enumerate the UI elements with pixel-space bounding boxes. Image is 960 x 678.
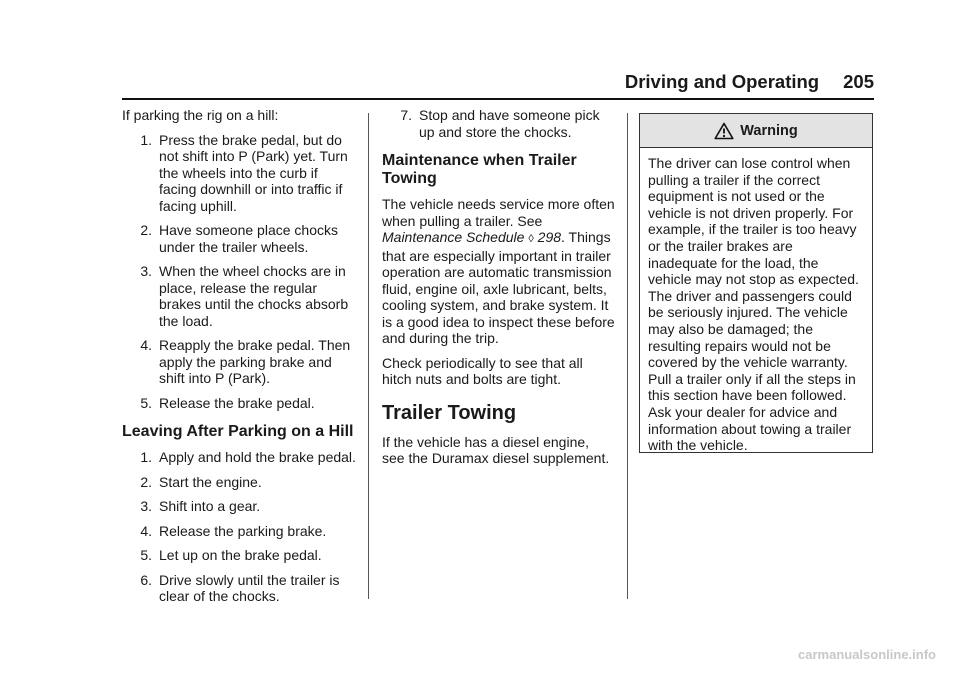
warning-header <box>640 114 872 148</box>
list-item: 5. Release the brake pedal. <box>140 394 315 411</box>
main-heading: Trailer Towing <box>382 401 517 424</box>
column-1 <box>122 107 357 613</box>
page-header <box>625 70 874 94</box>
list-item: 2. Have someone place chocks under the trailer wheels. <box>140 222 338 255</box>
list-item: 3. When the wheel chocks are in place, release the regular brakes until the chocks absorb the load. <box>140 263 349 329</box>
header-rule <box>122 98 874 100</box>
warning-box <box>639 113 873 453</box>
column-divider <box>627 113 628 599</box>
maintenance-paragraph: The vehicle needs service more often when pulling a trailer. See Maintenance Schedule ◊ 298. Things that are especially important in trailer operation are automatic transmission fluid, engine oil, axle lubricant, belts, cooling system, and brake system. It is a good idea to inspect these before and during the trip. <box>382 196 615 346</box>
page-number: 205 <box>843 71 874 92</box>
column-divider <box>368 113 369 599</box>
column-2 <box>382 107 615 475</box>
page-ref-icon: ◊ <box>528 233 534 245</box>
parking-steps <box>122 132 357 412</box>
list-item: 5. Let up on the brake pedal. <box>140 547 322 563</box>
intro-text: If parking the rig on a hill: <box>122 107 279 123</box>
list-item: 4. Reapply the brake pedal. Then apply the parking brake and shift into P (Park). <box>140 337 351 386</box>
warning-title: Warning <box>740 122 798 139</box>
diesel-paragraph: If the vehicle has a diesel engine, see the Duramax diesel supplement. <box>382 433 610 466</box>
list-item: 1. Press the brake pedal, but do not shift into P (Park) yet. Turn the wheels into the curb if facing downhill or into traffic if facing uphill. <box>140 131 348 214</box>
section-heading: Maintenance when Trailer Towing <box>382 152 577 187</box>
section-title: Driving and Operating <box>624 71 820 92</box>
warning-triangle-icon <box>714 122 734 140</box>
section-heading: Leaving After Parking on a Hill <box>122 423 354 440</box>
list-item: 7. Stop and have someone pick up and store the chocks. <box>400 107 600 140</box>
check-paragraph: Check periodically to see that all hitch nuts and bolts are tight. <box>382 354 583 387</box>
list-item: 3. Shift into a gear. <box>140 498 261 514</box>
list-item: 2. Start the engine. <box>140 473 262 490</box>
page-ref-number[interactable]: 298 <box>537 229 562 245</box>
leaving-steps <box>122 449 357 605</box>
warning-text: The driver can lose control when pulling a trailer if the correct equipment is not used or the vehicle is not driven properly. For example, if the trailer is too heavy or the trailer brakes are inadequate for the load, the vehicle may not stop as expected. The driver and passengers could be seriously injured. The vehicle may also be damaged; the resulting repairs would not be covered by the vehicle warranty. Pull a trailer only if all the steps in this section have been followed. Ask your dealer for advice and information about towing a trailer with the vehicle. <box>648 155 859 454</box>
list-item: 4. Release the parking brake. <box>140 522 327 539</box>
watermark: carmanualsonline.info <box>798 647 936 662</box>
parking-steps-continued <box>382 107 615 140</box>
list-item: 6. Drive slowly until the trailer is clear of the chocks. <box>140 571 340 604</box>
maintenance-schedule-link[interactable]: Maintenance Schedule <box>382 229 525 245</box>
list-item: 1. Apply and hold the brake pedal. <box>140 449 356 465</box>
